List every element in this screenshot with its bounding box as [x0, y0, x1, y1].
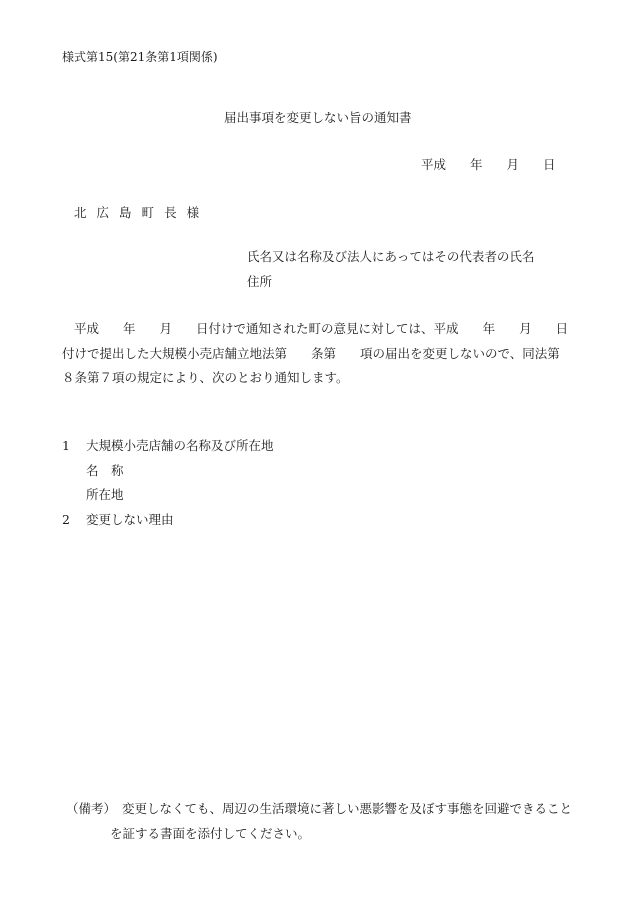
form-number: 様式第15(第21条第1項関係) — [62, 50, 218, 64]
body-year: 年 — [482, 321, 496, 336]
body-text: 日付けで通知された町の意見に対しては、平成 — [196, 321, 459, 336]
applicant-name-label: 氏名又は名称及び法人にあってはその代表者の氏名 — [247, 249, 535, 264]
body-month: 月 — [159, 321, 173, 336]
date-month: 月 — [506, 157, 520, 172]
body-era: 平成 — [74, 321, 100, 336]
body-line-1 — [62, 321, 568, 337]
remarks-label: （備考） — [66, 801, 117, 816]
addressee-char: 長 — [164, 205, 177, 220]
body-article: 条第 — [311, 346, 337, 361]
body-month: 月 — [519, 321, 532, 336]
body-text: 項の届出を変更しないので、同法第 — [360, 346, 560, 361]
subitem-name: 名 称 — [86, 463, 124, 478]
item-label: 大規模小売店舗の名称及び所在地 — [86, 438, 274, 453]
date-line — [421, 157, 556, 173]
body-line-3: ８条第７項の規定により、次のとおり通知します。 — [62, 370, 349, 385]
body-line-2 — [62, 346, 560, 362]
subitem-address: 所在地 — [86, 487, 124, 502]
applicant-address-label: 住所 — [247, 274, 273, 289]
item-number: 1 — [62, 438, 70, 453]
date-era: 平成 — [421, 157, 447, 172]
addressee-char: 広 — [96, 205, 110, 220]
document-title: 届出事項を変更しない旨の通知書 — [224, 110, 412, 125]
item-1 — [62, 438, 274, 454]
item-label: 変更しない理由 — [86, 512, 174, 527]
body-text: 付けで提出した大規模小売店舗立地法第 — [62, 346, 288, 361]
addressee-char: 島 — [119, 205, 132, 220]
addressee-char: 北 — [74, 205, 87, 220]
remarks-text: 変更しなくても、周辺の生活環境に著しい悪影響を及ぼす事態を回避できること — [122, 801, 573, 816]
item-2 — [62, 512, 174, 528]
addressee — [74, 205, 209, 221]
body-year: 年 — [123, 321, 136, 336]
addressee-char: 町 — [141, 205, 155, 220]
date-year: 年 — [470, 157, 483, 172]
body-day: 日 — [555, 321, 569, 336]
remarks-text: を証する書面を添付してください。 — [110, 826, 311, 841]
addressee-char: 様 — [186, 205, 200, 220]
date-day: 日 — [543, 157, 556, 172]
item-number: 2 — [62, 512, 70, 527]
